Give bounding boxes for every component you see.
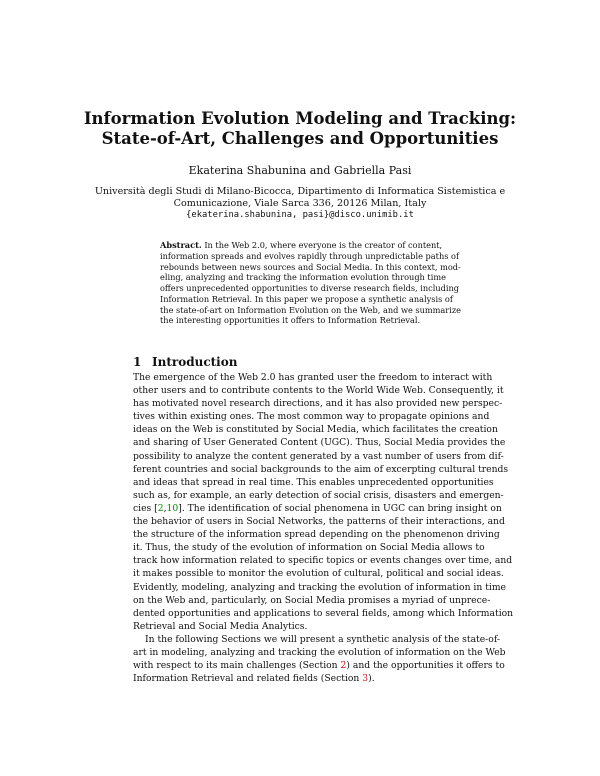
affiliation-line-1: Università degli Studi di Milano-Bicocca, Dipartimento di Informatica Sistemistica e: [94, 186, 506, 197]
citation-link-10[interactable]: 10: [166, 502, 179, 514]
body-line-with-citations: [133, 502, 502, 515]
abstract-line: offers unprecedented opportunities to diverse research fields, including: [160, 283, 459, 293]
body-line: track how information related to specific topics or events changes over time, and: [133, 555, 513, 567]
affiliation-line-2: Comunicazione, Viale Sarca 336, 20126 Milan, Italy: [173, 198, 427, 209]
abstract-label: Abstract.: [160, 240, 202, 250]
abstract: [160, 240, 461, 326]
abstract-line: the interesting opportunities it offers to Information Retrieval.: [160, 315, 421, 326]
section-heading: [133, 355, 237, 369]
body-line-with-ref: [133, 659, 505, 672]
text-segment: ]. The identification of social phenomena in UGC can bring insight on: [178, 502, 502, 514]
text-segment: Information Retrieval and related fields (Section: [133, 673, 363, 685]
abstract-line: Information Retrieval. In this paper we propose a synthetic analysis of: [160, 293, 453, 304]
paper-title-line-1: Information Evolution Modeling and Tracking:: [83, 109, 517, 128]
abstract-line: [160, 240, 441, 251]
body-line: art in modeling, analyzing and tracking the evolution of information on the Web: [133, 646, 506, 658]
body-line: Retrieval and Social Media Analytics.: [133, 620, 308, 632]
paper-title-line-2: State-of-Art, Challenges and Opportunities: [101, 129, 499, 148]
body-line: and ideas that spread in real time. This enables unprecedented opportunities: [133, 476, 494, 488]
body-line: Evidently, modeling, analyzing and tracking the evolution of information in time: [133, 581, 506, 593]
authors: Ekaterina Shabunina and Gabriella Pasi: [188, 164, 412, 177]
body-line: dented opportunities and applications to several fields, among which Information: [133, 607, 514, 619]
citation-link-2[interactable]: 2: [157, 502, 164, 514]
body-line: ideas on the Web is constituted by Social Media, which facilitates the creation: [133, 424, 498, 436]
abstract-line: information spreads and evolves rapidly through unpredictable paths of: [160, 250, 460, 261]
body-line: possibility to analyze the content generated by a vast number of users from dif-: [133, 450, 504, 462]
body-line: The emergence of the Web 2.0 has granted user the freedom to interact with: [133, 372, 493, 383]
body-line: the structure of the information spread depending on the phenomenon driving: [133, 529, 500, 541]
text-segment: with respect to its main challenges (Section: [133, 660, 341, 672]
body-line: other users and to contribute contents to the World Wide Web. Consequently, it: [133, 385, 504, 397]
body-text: [133, 371, 514, 685]
section-title: Introduction: [152, 355, 238, 369]
body-line: on the Web and, particularly, on Social Media promises a myriad of unprece-: [133, 594, 491, 606]
body-line: ferent countries and social backgrounds to the aim of excerpting cultural trends: [133, 463, 509, 475]
body-line: such as, for example, an early detection of social crisis, disasters and emergen-: [133, 489, 504, 501]
body-line: it makes possible to monitor the evolution of cultural, political and social ideas.: [133, 568, 504, 580]
abstract-line: the state-of-art on Information Evolution on the Web, and we summarize: [160, 304, 461, 315]
section-number: 1: [133, 355, 142, 369]
body-line: In the following Sections we will present a synthetic analysis of the state-of-: [145, 633, 500, 645]
abstract-line: eling, analyzing and tracking the information evolution through time: [160, 272, 446, 283]
author-email: {ekaterina.shabunina, pasi}@disco.unimib.it: [186, 210, 414, 220]
text-segment: ) and the opportunities it offers to: [346, 660, 505, 672]
body-line: has motivated novel research directions, and it has also provided new perspec-: [133, 398, 503, 410]
body-line: tives within existing ones. The most common way to propagate opinions and: [133, 411, 490, 423]
abstract-line: rebounds between news sources and Social Media. In this context, mod-: [160, 261, 461, 272]
text-segment: cies [: [133, 502, 158, 514]
body-line: the behavior of users in Social Networks, the patterns of their interactions, and: [133, 516, 505, 528]
body-line-with-ref: [133, 672, 467, 685]
text-segment: ,: [163, 502, 167, 514]
text-segment: ).: [368, 673, 375, 685]
body-line: and sharing of User Generated Content (UGC). Thus, Social Media provides the: [133, 437, 506, 449]
body-line: it. Thus, the study of the evolution of information on Social Media allows to: [133, 542, 485, 554]
abstract-first-text: In the Web 2.0, where everyone is the creator of content,: [201, 240, 443, 250]
section-ref-link-3[interactable]: 3: [362, 673, 369, 685]
section-ref-link-2[interactable]: 2: [340, 660, 347, 672]
